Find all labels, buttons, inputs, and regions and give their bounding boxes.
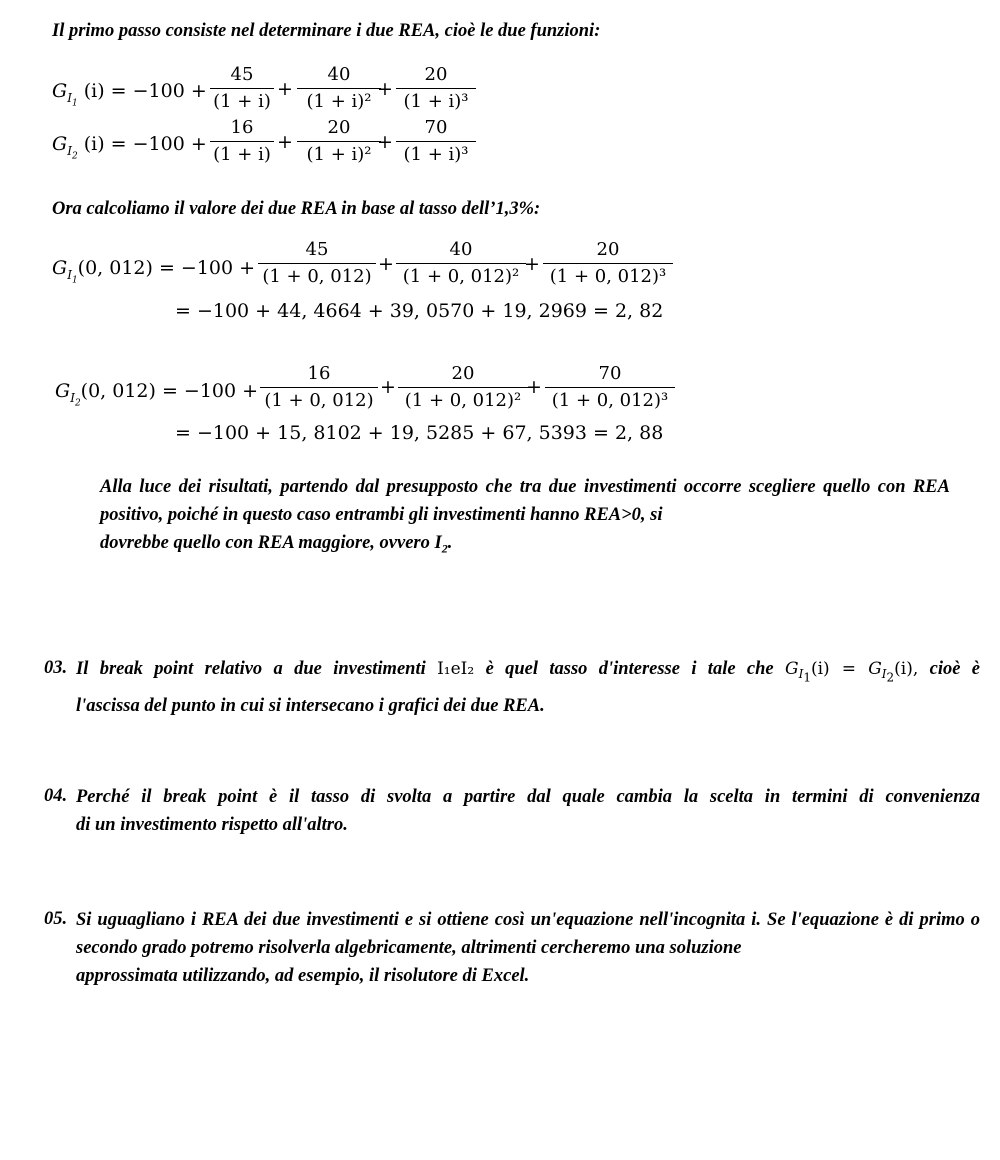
plus-sign: + <box>277 131 293 153</box>
plus-sign: + <box>377 131 393 153</box>
calculation-g1-result: = −100 + 44, 4664 + 39, 0570 + 19, 2969 = 2, 82 <box>175 300 664 322</box>
fraction: $\frac{45}{(1 + i)}$ <box>210 62 274 115</box>
fraction: $\frac{20}{\text{(1 + i)³}}$ <box>396 62 476 115</box>
fraction: $\frac{16}{(1 + i)}$ <box>210 115 274 168</box>
answer-number: 03. <box>44 658 68 678</box>
calculation-g1: $G_{I_1}(0$, 012) = −100 + <box>52 257 256 286</box>
fraction: $\frac{20}{\text{(1 + i)²}}$ <box>297 115 381 168</box>
plus-sign: + <box>380 376 396 398</box>
fraction: $\frac{40}{\text{(1 + 0, 012)²}}$ <box>396 237 526 290</box>
equation-g1: $G_{I_1}$ (i) = −100 + <box>52 80 207 109</box>
fraction: $\frac{45}{(1 + 0, 012)}$ <box>258 237 376 290</box>
fraction: $\frac{70}{\text{(1 + 0, 012)³}}$ <box>545 361 675 414</box>
plus-sign: + <box>377 78 393 100</box>
fraction: $\frac{70}{\text{(1 + i)³}}$ <box>396 115 476 168</box>
plus-sign: + <box>524 253 540 275</box>
plus-sign: + <box>378 253 394 275</box>
plus-sign: + <box>277 78 293 100</box>
calc-intro-text: Ora calcoliamo il valore dei due REA in base al tasso dell’1,3%: <box>52 199 541 219</box>
plus-sign: + <box>526 376 542 398</box>
answer-number: 05. <box>44 909 68 929</box>
conclusion-paragraph: Alla luce dei risultati, partendo dal presupposto che tra due investimenti occorre scegliere quello con REA positivo, poiché in questo caso entrambi gli investimenti hanno REA>0, si dovrebbe quello con REA maggiore, ovvero $I_2$. <box>100 477 950 556</box>
intro-text: Il primo passo consiste nel determinare i due REA, cioè le due funzioni: <box>52 21 601 41</box>
fraction: $\frac{16}{(1 + 0, 012)}$ <box>260 361 378 414</box>
answer-04: Perché il break point è il tasso di svolta a partire dal quale cambia la scelta in termini di convenienza di un investimento rispetto all'altro. <box>76 787 980 835</box>
fraction: $\frac{20}{\text{(1 + 0, 012)³}}$ <box>543 237 673 290</box>
answer-05: Si uguagliano i REA dei due investimenti e si ottiene così un'equazione nell'incognita i. Se l'equazione è di primo o secondo grado potremo risolverla algebricamente, altrimenti cercheremo una soluzione approssimata utilizzando, ad esempio, il risolutore di Excel. <box>76 910 980 986</box>
calculation-g2-result: = −100 + 15, 8102 + 19, 5285 + 67, 5393 = 2, 88 <box>175 422 664 444</box>
fraction: $\frac{40}{\text{(1 + i)²}}$ <box>297 62 381 115</box>
answer-number: 04. <box>44 786 68 806</box>
answer-03: Il break point relativo a due investimenti I₁eI₂ è quel tasso d'interesse i tale che $G_{I_1}(i) = G_{I_2}(i)$, cioè è l'ascissa del punto in cui si intersecano i grafici dei due REA. <box>76 659 981 716</box>
fraction: $\frac{20}{\text{(1 + 0, 012)²}}$ <box>398 361 528 414</box>
equation-g2: $G_{I_2}$ (i) = −100 + <box>52 133 207 162</box>
calculation-g2: $G_{I_2}(0$, 012) = −100 + <box>55 380 259 409</box>
